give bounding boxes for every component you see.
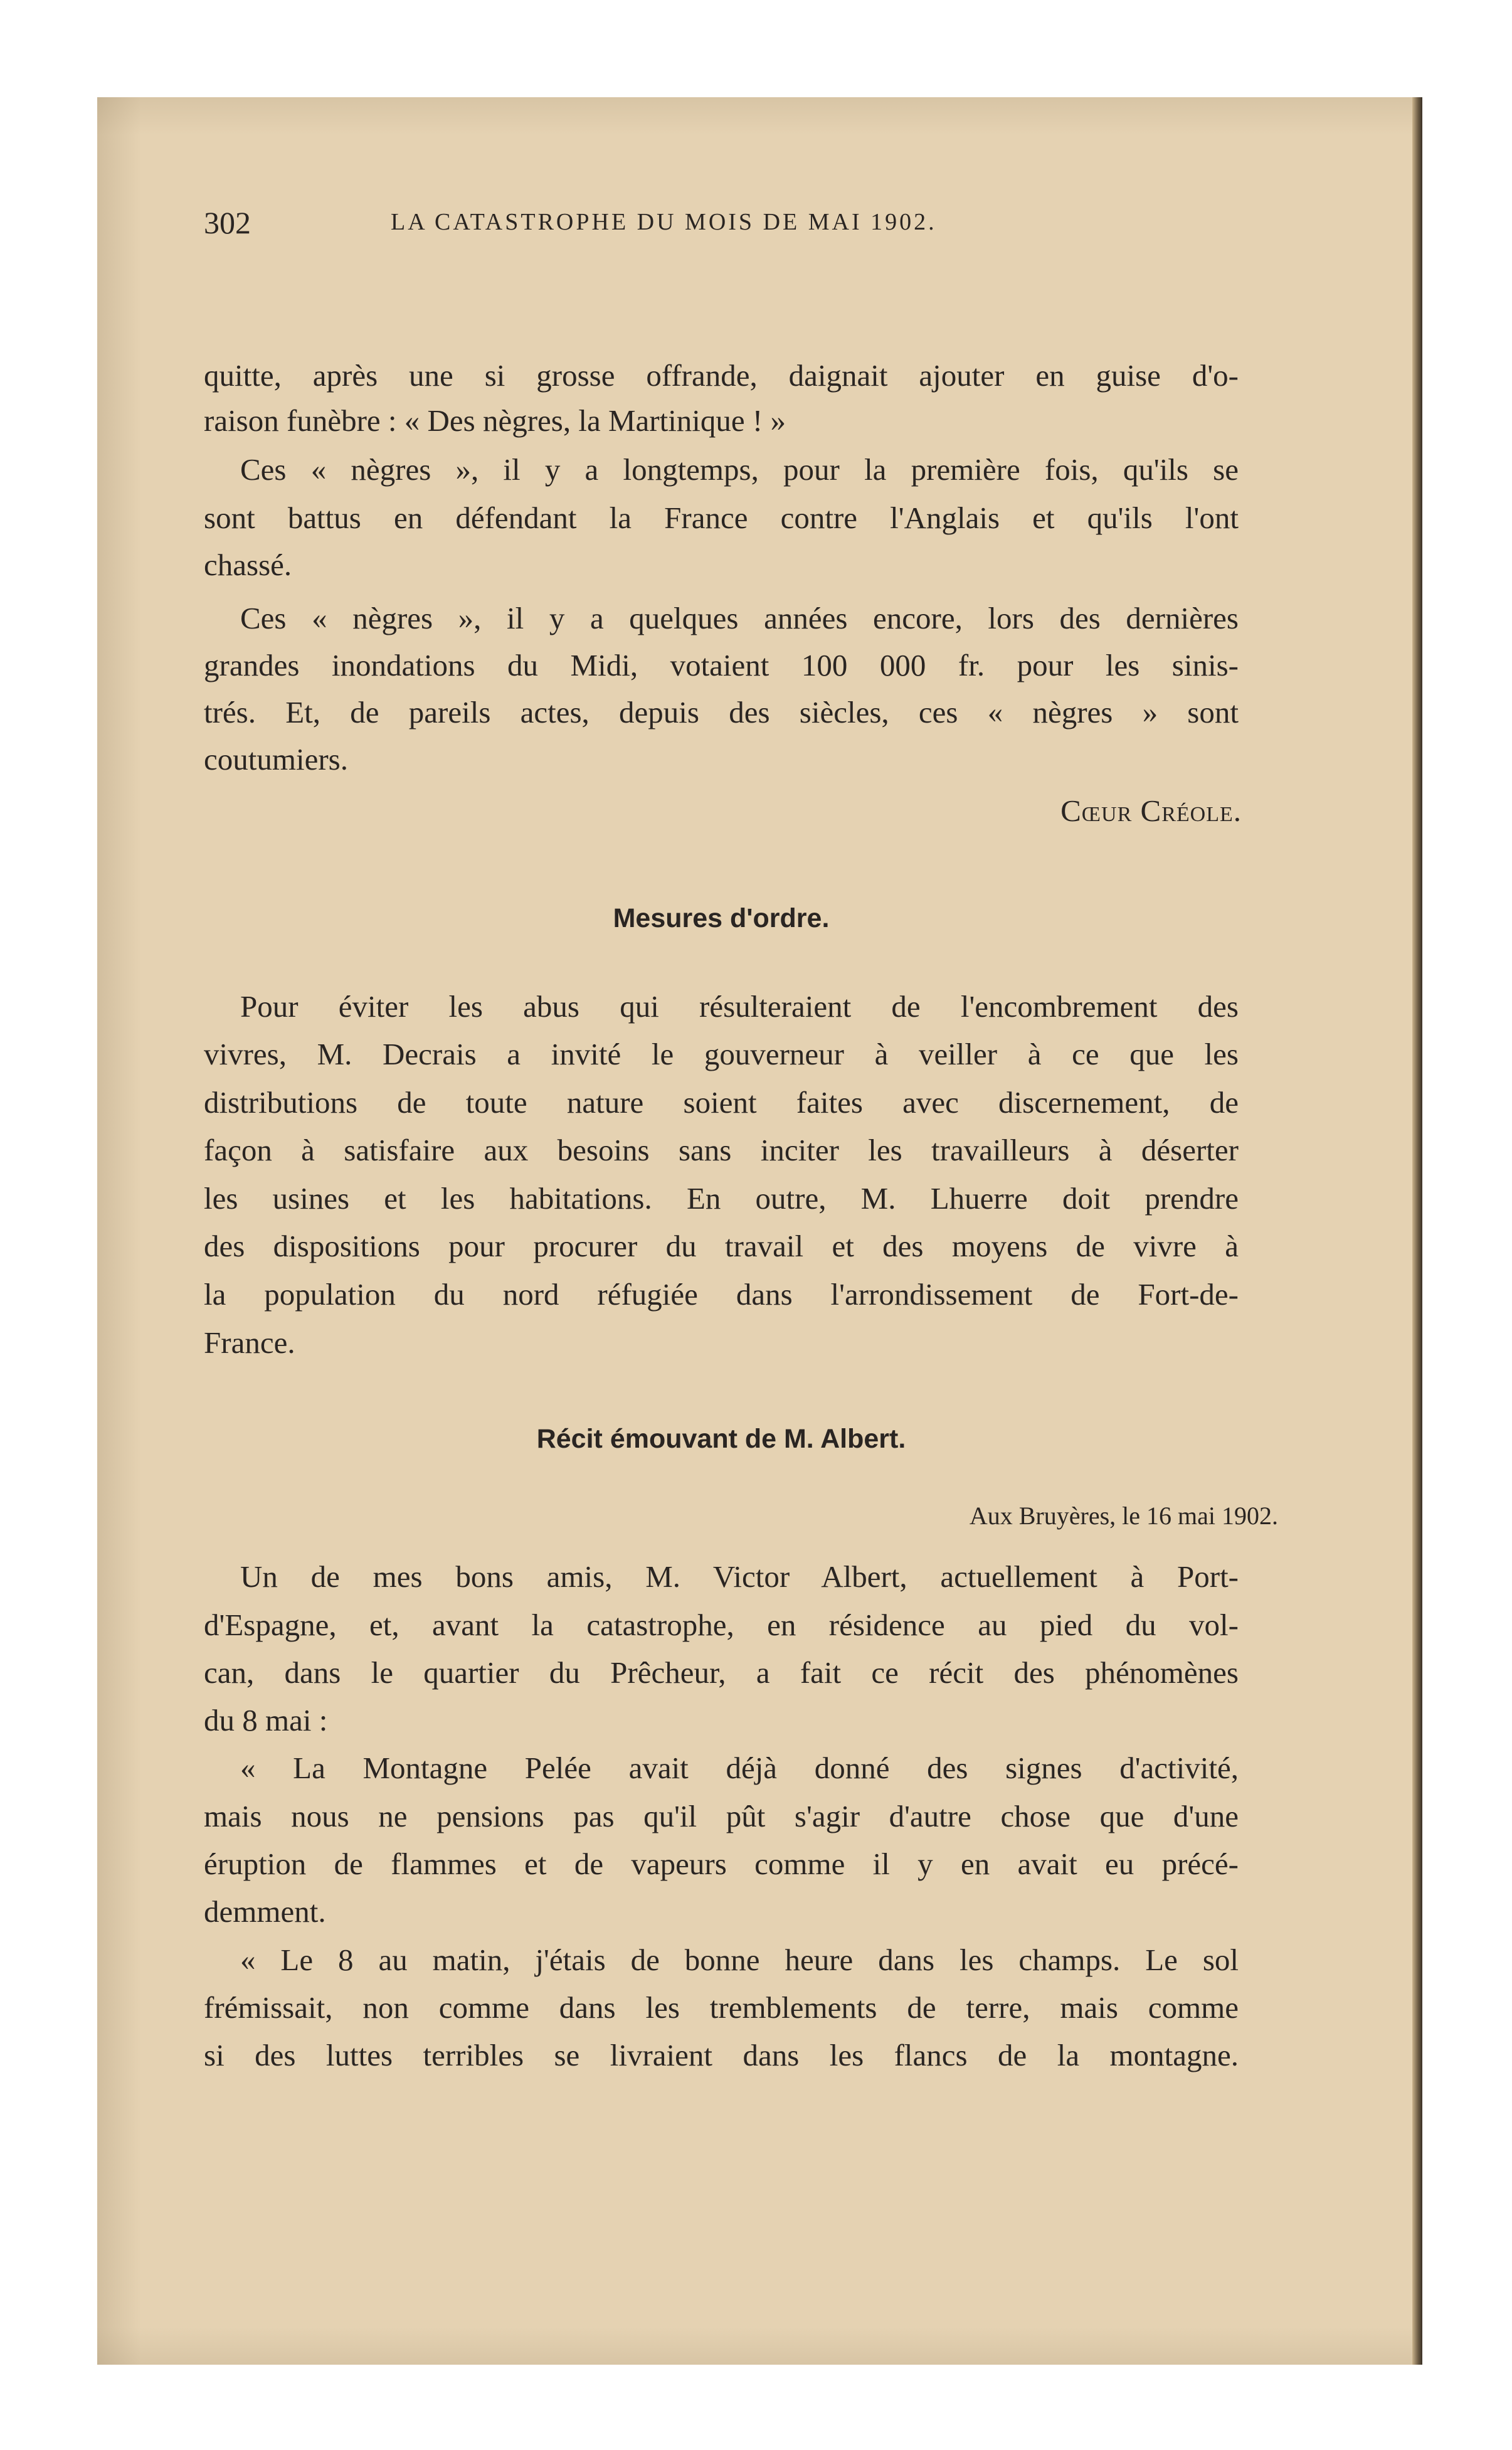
text-line: « Le 8 au matin, j'étais de bonne heure dans les champs. Le sol	[240, 1943, 1239, 1977]
text-line: frémissait, non comme dans les tremblements de terre, mais comme	[204, 1990, 1239, 2025]
text-line: mais nous ne pensions pas qu'il pût s'agir d'autre chose que d'une	[204, 1799, 1239, 1833]
text-line: France.	[204, 1325, 295, 1360]
text-line: sont battus en défendant la France contre l'Anglais et qu'ils l'ont	[204, 501, 1239, 535]
text-line: façon à satisfaire aux besoins sans inciter les travailleurs à déserter	[204, 1133, 1239, 1167]
signature: Cœur Créole.	[1060, 793, 1242, 828]
page-number: 302	[204, 205, 251, 240]
book-binding-edge	[1412, 97, 1422, 2365]
text-line: grandes inondations du Midi, votaient 100 000 fr. pour les sinis-	[204, 648, 1239, 682]
text-line: can, dans le quartier du Prêcheur, a fait ce récit des phénomènes	[204, 1655, 1239, 1690]
text-line: les usines et les habitations. En outre, M. Lhuerre doit prendre	[204, 1181, 1239, 1216]
dateline: Aux Bruyères, le 16 mai 1902.	[969, 1502, 1278, 1530]
section-heading-mesures: Mesures d'ordre.	[613, 903, 830, 933]
text-line: « La Montagne Pelée avait déjà donné des signes d'activité,	[240, 1751, 1239, 1785]
text-line: coutumiers.	[204, 742, 348, 777]
running-title: LA CATASTROPHE DU MOIS DE MAI 1902.	[391, 209, 937, 235]
text-line: quitte, après une si grosse offrande, daignait ajouter en guise d'o-	[204, 358, 1239, 393]
text-line: demment.	[204, 1894, 326, 1929]
text-line: distributions de toute nature soient faites avec discernement, de	[204, 1085, 1239, 1120]
section-heading-recit: Récit émouvant de M. Albert.	[536, 1424, 906, 1454]
text-line: du 8 mai :	[204, 1703, 328, 1737]
text-line: raison funèbre : « Des nègres, la Martinique ! »	[204, 403, 786, 438]
text-line: la population du nord réfugiée dans l'arrondissement de Fort-de-	[204, 1277, 1239, 1312]
text-line: Ces « nègres », il y a longtemps, pour la première fois, qu'ils se	[240, 452, 1239, 487]
text-line: vivres, M. Decrais a invité le gouverneur à veiller à ce que les	[204, 1037, 1239, 1071]
text-line: Ces « nègres », il y a quelques années encore, lors des dernières	[240, 601, 1239, 635]
text-line: éruption de flammes et de vapeurs comme il y en avait eu précé-	[204, 1847, 1239, 1881]
text-line: d'Espagne, et, avant la catastrophe, en résidence au pied du vol-	[204, 1608, 1239, 1642]
text-line: chassé.	[204, 548, 292, 582]
text-line: Pour éviter les abus qui résulteraient de l'encombrement des	[240, 989, 1239, 1024]
running-header	[204, 199, 1072, 243]
text-line: des dispositions pour procurer du travail et des moyens de vivre à	[204, 1229, 1239, 1263]
text-line: si des luttes terribles se livraient dans les flancs de la montagne.	[204, 2038, 1239, 2072]
text-line: trés. Et, de pareils actes, depuis des siècles, ces « nègres » sont	[204, 695, 1239, 729]
text-line: Un de mes bons amis, M. Victor Albert, actuellement à Port-	[240, 1559, 1239, 1594]
